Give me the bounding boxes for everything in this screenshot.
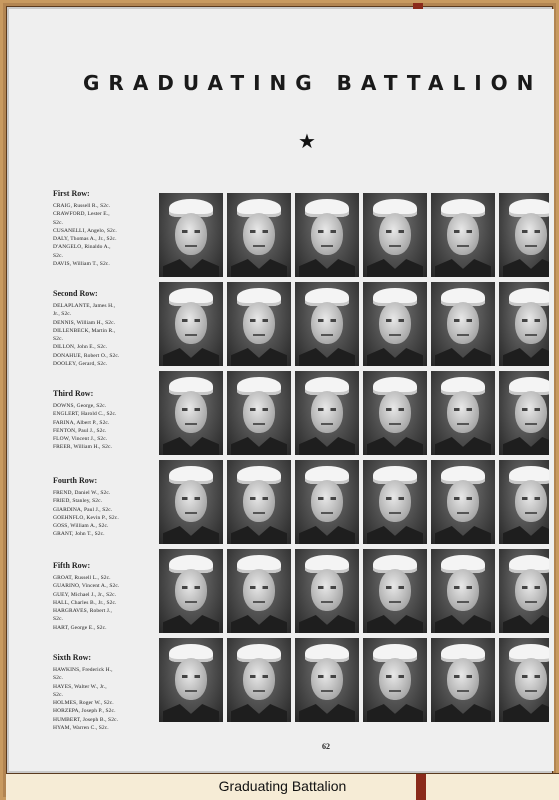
portrait-collar	[435, 348, 491, 366]
portrait-eyes	[250, 497, 268, 500]
portrait-mouth	[457, 423, 469, 425]
portrait-collar	[503, 437, 549, 455]
page-title: GRADUATING BATTALION	[83, 71, 543, 95]
sailor-name: DILLENBECK, Martin R.,	[53, 327, 116, 334]
portrait-collar	[299, 526, 355, 544]
portrait-eyes	[250, 675, 268, 678]
portrait-face	[243, 569, 275, 611]
portrait-mouth	[185, 245, 197, 247]
portrait-mouth	[185, 512, 197, 514]
row-heading: Second Row:	[53, 289, 98, 298]
portrait-mouth	[525, 334, 537, 336]
sailor-name: GIARDINA, Paul J., S2c.	[53, 506, 113, 513]
portrait-face	[175, 569, 207, 611]
portrait-mouth	[321, 690, 333, 692]
portrait-face	[311, 302, 343, 344]
portrait-collar	[163, 348, 219, 366]
portrait-eyes	[454, 319, 472, 322]
portrait-face	[447, 391, 479, 433]
sailor-name: GRANT, John T., S2c.	[53, 531, 105, 538]
portrait-collar	[503, 526, 549, 544]
portrait-photo	[499, 193, 549, 277]
sailor-name: S2c.	[53, 252, 64, 259]
portrait-photo	[295, 282, 359, 366]
portrait-eyes	[318, 319, 336, 322]
sailor-name: S2c.	[53, 675, 64, 682]
portrait-photo	[499, 549, 549, 633]
portrait-photo	[227, 282, 291, 366]
portrait-mouth	[185, 423, 197, 425]
portrait-photo	[295, 460, 359, 544]
portrait-eyes	[250, 586, 268, 589]
portrait-eyes	[250, 319, 268, 322]
portrait-photo	[363, 460, 427, 544]
portrait-collar	[299, 259, 355, 277]
portrait-face	[379, 480, 411, 522]
portrait-photo	[295, 638, 359, 722]
portrait-face	[379, 302, 411, 344]
caption-bar	[6, 773, 559, 800]
portrait-face	[515, 569, 547, 611]
portrait-photo	[499, 638, 549, 722]
sailor-name: HAWKINS, Frederick H.,	[53, 667, 113, 673]
portrait-collar	[435, 437, 491, 455]
portrait-mouth	[185, 601, 197, 603]
portrait-collar	[163, 437, 219, 455]
portrait-face	[243, 480, 275, 522]
portrait-collar	[367, 526, 423, 544]
portrait-photo	[227, 549, 291, 633]
portrait-face	[311, 480, 343, 522]
row-heading: Sixth Row:	[53, 653, 92, 662]
portrait-eyes	[250, 230, 268, 233]
portrait-eyes	[454, 497, 472, 500]
portrait-face	[243, 391, 275, 433]
portrait-collar	[503, 259, 549, 277]
portrait-collar	[435, 704, 491, 722]
sailor-name: DENNIS, William H., S2c.	[53, 319, 116, 326]
portrait-mouth	[253, 601, 265, 603]
portrait-photo	[499, 460, 549, 544]
sailor-name: GUEY, Michael J., Jr., S2c.	[53, 591, 117, 598]
row-caption-4	[53, 476, 159, 539]
portrait-eyes	[318, 675, 336, 678]
portrait-mouth	[253, 334, 265, 336]
sailor-name: FRIED, Stanley, S2c.	[53, 498, 103, 505]
portrait-eyes	[386, 408, 404, 411]
portrait-face	[447, 658, 479, 700]
portrait-collar	[231, 704, 287, 722]
sailor-name: DILLON, John E., S2c.	[53, 344, 108, 351]
sailor-name: GOEHNFLO, Kevin P., S2c.	[53, 514, 119, 521]
sailor-name: CUSANELLI, Angelo, S2c.	[53, 227, 117, 234]
portrait-eyes	[318, 230, 336, 233]
portrait-eyes	[318, 586, 336, 589]
caption-text: Graduating Battalion	[218, 778, 347, 794]
sailor-name: HORZEPA, Joseph P., S2c.	[53, 708, 116, 715]
portrait-eyes	[386, 586, 404, 589]
portrait-mouth	[253, 690, 265, 692]
row-caption-2	[53, 289, 159, 368]
portrait-collar	[231, 348, 287, 366]
portrait-face	[243, 302, 275, 344]
portrait-eyes	[386, 319, 404, 322]
portrait-collar	[163, 615, 219, 633]
sailor-name: HALL, Charles B., Jr., S2c.	[53, 599, 117, 606]
caption-accent	[416, 774, 426, 800]
portrait-eyes	[386, 497, 404, 500]
portrait-eyes	[522, 675, 540, 678]
portrait-collar	[503, 615, 549, 633]
star-icon: ★	[298, 131, 316, 153]
sailor-name: HARGRAVES, Robert J.,	[53, 608, 112, 615]
portrait-photo	[363, 282, 427, 366]
portrait-photo	[159, 282, 223, 366]
portrait-face	[243, 213, 275, 255]
row-heading: Fifth Row:	[53, 561, 91, 570]
portrait-face	[379, 569, 411, 611]
portrait-photo	[363, 371, 427, 455]
sailor-name: DOWNS, George, S2c.	[53, 403, 107, 409]
portrait-mouth	[389, 423, 401, 425]
portrait-face	[175, 302, 207, 344]
sailor-name: GUARINO, Vincent A., S2c.	[53, 583, 120, 590]
portrait-eyes	[182, 230, 200, 233]
portrait-mouth	[253, 245, 265, 247]
sailor-name: GOSS, William A., S2c.	[53, 523, 109, 530]
sailor-name: DONAHUE, Robert O., S2c.	[53, 352, 120, 359]
sailor-name: S2c.	[53, 616, 64, 623]
portrait-photo	[363, 549, 427, 633]
portrait-mouth	[321, 601, 333, 603]
row-caption-6	[53, 653, 159, 732]
portrait-eyes	[250, 408, 268, 411]
portrait-collar	[367, 704, 423, 722]
portrait-eyes	[386, 230, 404, 233]
sailor-name: HOLMES, Roger W., S2c.	[53, 700, 114, 707]
portrait-collar	[367, 259, 423, 277]
sailor-name: HAYES, Walter W., Jr.,	[53, 683, 107, 690]
portrait-photo	[227, 460, 291, 544]
portrait-mouth	[457, 334, 469, 336]
portrait-collar	[299, 437, 355, 455]
portrait-mouth	[253, 512, 265, 514]
portrait-face	[515, 480, 547, 522]
portrait-mouth	[457, 690, 469, 692]
sailor-name: HUMBERT, Joseph B., S2c.	[53, 716, 119, 723]
portrait-face	[311, 658, 343, 700]
portrait-eyes	[182, 319, 200, 322]
portrait-collar	[231, 259, 287, 277]
portrait-collar	[163, 259, 219, 277]
portrait-mouth	[321, 334, 333, 336]
sailor-name: S2c.	[53, 219, 64, 226]
portrait-mouth	[389, 601, 401, 603]
row-heading: Fourth Row:	[53, 476, 98, 485]
portrait-collar	[503, 704, 549, 722]
portrait-collar	[435, 259, 491, 277]
row-heading: First Row:	[53, 189, 90, 198]
portrait-photo	[159, 549, 223, 633]
portrait-eyes	[522, 408, 540, 411]
portrait-eyes	[522, 230, 540, 233]
portrait-collar	[299, 348, 355, 366]
portrait-photo	[499, 282, 549, 366]
sailor-name: Jr., S2c.	[53, 311, 72, 318]
portrait-photo	[159, 371, 223, 455]
portrait-photo	[431, 638, 495, 722]
portrait-eyes	[182, 586, 200, 589]
sailor-name: DELAPLANTE, James H.,	[53, 303, 116, 309]
portrait-face	[515, 391, 547, 433]
sailor-name: HART, George E., S2c.	[53, 624, 107, 631]
sailor-name: DALY, Thomas A., Jr., S2c.	[53, 236, 117, 243]
portrait-mouth	[185, 334, 197, 336]
sailor-name: CRAWFORD, Lester E.,	[53, 211, 110, 218]
sailor-name: GROAT, Russell L., S2c.	[53, 575, 111, 581]
yearbook-page	[9, 9, 554, 771]
portrait-face	[175, 213, 207, 255]
portrait-photo	[431, 282, 495, 366]
portrait-photo	[227, 193, 291, 277]
portrait-photo	[431, 549, 495, 633]
portrait-eyes	[318, 408, 336, 411]
portrait-eyes	[522, 497, 540, 500]
portrait-mouth	[525, 512, 537, 514]
row-caption-5	[53, 561, 159, 632]
portrait-mouth	[525, 601, 537, 603]
portrait-eyes	[454, 408, 472, 411]
page-number: 62	[322, 742, 330, 751]
portrait-collar	[231, 615, 287, 633]
portrait-mouth	[389, 334, 401, 336]
portrait-mouth	[457, 601, 469, 603]
portrait-mouth	[389, 512, 401, 514]
portrait-eyes	[454, 675, 472, 678]
portrait-photo	[227, 638, 291, 722]
portrait-eyes	[182, 675, 200, 678]
portrait-face	[379, 391, 411, 433]
sailor-name: S2c.	[53, 336, 64, 343]
row-caption-1	[53, 189, 159, 268]
portrait-eyes	[454, 230, 472, 233]
portrait-mouth	[321, 512, 333, 514]
sailor-name: FENTON, Paul J., S2c.	[53, 427, 107, 434]
portrait-photo	[295, 371, 359, 455]
row-caption-3	[53, 389, 159, 452]
sailor-name: DAVIS, William T., S2c.	[53, 261, 110, 268]
portrait-mouth	[321, 245, 333, 247]
portrait-mouth	[389, 245, 401, 247]
portrait-mouth	[525, 423, 537, 425]
portrait-face	[515, 658, 547, 700]
portrait-eyes	[522, 319, 540, 322]
portrait-face	[175, 480, 207, 522]
portrait-collar	[163, 526, 219, 544]
sailor-name: FLOW, Vincent J., S2c.	[53, 436, 108, 443]
portrait-face	[311, 569, 343, 611]
portrait-face	[175, 391, 207, 433]
portrait-face	[311, 213, 343, 255]
portrait-mouth	[525, 690, 537, 692]
portrait-face	[311, 391, 343, 433]
sailor-name: HYAM, Warren C., S2c.	[53, 725, 109, 732]
portrait-collar	[435, 615, 491, 633]
portrait-collar	[163, 704, 219, 722]
portrait-face	[515, 213, 547, 255]
portrait-photo	[431, 460, 495, 544]
portrait-photo	[159, 638, 223, 722]
portrait-photo	[159, 460, 223, 544]
portrait-face	[515, 302, 547, 344]
row-heading: Third Row:	[53, 389, 94, 398]
portrait-photo	[499, 371, 549, 455]
portrait-mouth	[457, 512, 469, 514]
portrait-photo	[295, 549, 359, 633]
portrait-collar	[435, 526, 491, 544]
portrait-face	[379, 213, 411, 255]
portrait-photo	[159, 193, 223, 277]
portrait-collar	[367, 437, 423, 455]
sailor-name: ENGLERT, Harold C., S2c.	[53, 411, 117, 418]
portrait-mouth	[253, 423, 265, 425]
sailor-name: FREND, Daniel W., S2c.	[53, 490, 111, 496]
portrait-collar	[231, 526, 287, 544]
portrait-collar	[299, 704, 355, 722]
portrait-photo	[227, 371, 291, 455]
portrait-eyes	[386, 675, 404, 678]
portrait-face	[447, 569, 479, 611]
portrait-mouth	[389, 690, 401, 692]
portrait-mouth	[525, 245, 537, 247]
portrait-photo	[431, 371, 495, 455]
portrait-photo	[431, 193, 495, 277]
portrait-collar	[299, 615, 355, 633]
sailor-name: D'ANGELO, Rinaldo A.,	[53, 244, 111, 251]
sailor-name: CRAIG, Russell R., S2c.	[53, 203, 111, 209]
portrait-face	[447, 302, 479, 344]
sailor-name: FARINA, Albert P., S2c.	[53, 419, 110, 426]
portrait-mouth	[185, 690, 197, 692]
portrait-eyes	[182, 497, 200, 500]
portrait-photo	[363, 193, 427, 277]
portrait-eyes	[318, 497, 336, 500]
portrait-photo	[295, 193, 359, 277]
portrait-eyes	[454, 586, 472, 589]
portrait-face	[175, 658, 207, 700]
portrait-eyes	[522, 586, 540, 589]
portrait-collar	[231, 437, 287, 455]
portrait-collar	[367, 348, 423, 366]
portrait-face	[447, 480, 479, 522]
portrait-face	[379, 658, 411, 700]
sailor-name: S2c.	[53, 691, 64, 698]
portrait-collar	[503, 348, 549, 366]
portrait-mouth	[321, 423, 333, 425]
portrait-eyes	[182, 408, 200, 411]
portrait-collar	[367, 615, 423, 633]
sailor-name: DOOLEY, Gerard, S2c.	[53, 361, 108, 368]
sailor-name: FREER, William H., S2c.	[53, 444, 112, 451]
portrait-face	[243, 658, 275, 700]
portrait-mouth	[457, 245, 469, 247]
portrait-photo	[363, 638, 427, 722]
portrait-face	[447, 213, 479, 255]
